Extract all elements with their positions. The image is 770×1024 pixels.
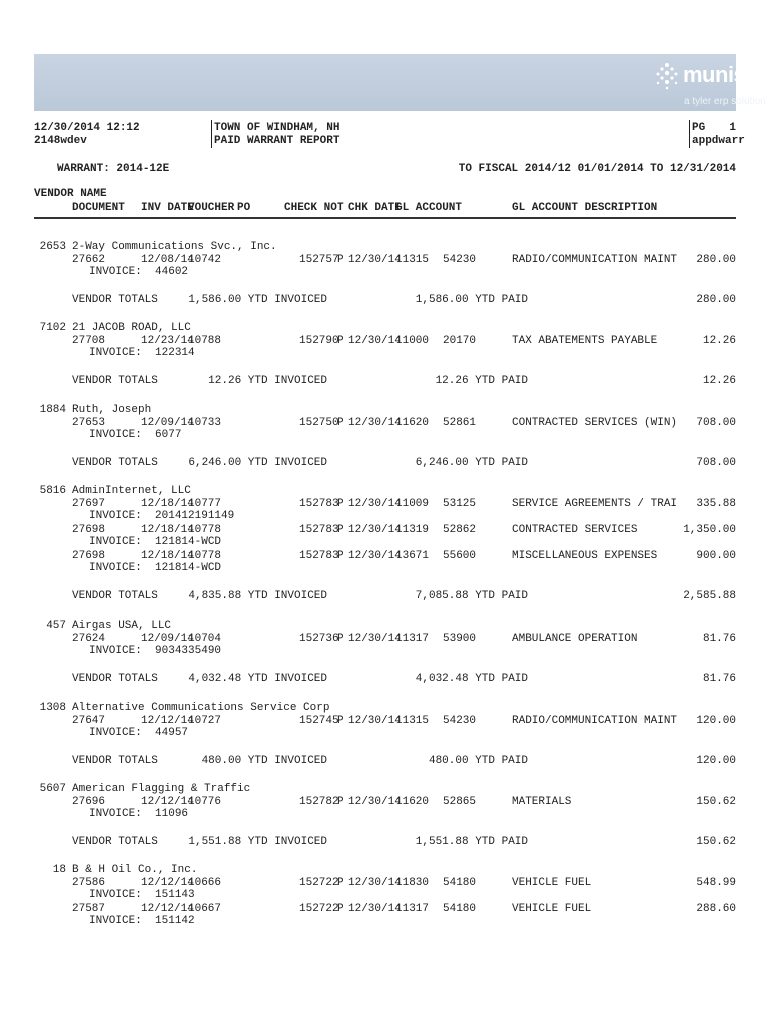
vendor-name: American Flagging & Traffic — [72, 783, 251, 795]
check-date: 12/30/14 — [348, 715, 401, 727]
ytd-paid: 6,246.00 YTD PAID — [415, 457, 528, 469]
invoice-number: INVOICE: 11096 — [89, 808, 189, 820]
document-number: 27624 — [72, 633, 106, 645]
vendor-totals-label: VENDOR TOTALS — [72, 755, 158, 767]
header-rule — [34, 217, 736, 219]
gl-description: CONTRACTED SERVICES (WIN) — [512, 417, 678, 429]
line-amount: 1,350.00 — [683, 524, 736, 536]
ytd-paid: 1,586.00 YTD PAID — [415, 294, 528, 306]
vendor-name: AdminInternet, LLC — [72, 485, 191, 497]
gl-object: 54180 — [443, 903, 477, 915]
voucher-number: 10776 — [188, 796, 222, 808]
gl-org: 11000 — [396, 335, 430, 347]
check-number: 152783 — [299, 498, 339, 510]
invoice-number: INVOICE: 122314 — [89, 347, 195, 359]
ytd-invoiced: 4,032.48 YTD INVOICED — [188, 673, 327, 685]
line-amount: 280.00 — [696, 254, 736, 266]
check-type: P — [337, 633, 344, 645]
ytd-paid: 1,551.88 YTD PAID — [415, 836, 528, 848]
gl-description: MATERIALS — [512, 796, 572, 808]
gl-object: 53900 — [443, 633, 477, 645]
voucher-number: 10742 — [188, 254, 222, 266]
vendor-totals-label: VENDOR TOTALS — [72, 294, 158, 306]
page-label: PG — [692, 122, 706, 134]
invoice-date: 12/12/14 — [141, 903, 194, 915]
gl-description: SERVICE AGREEMENTS / TRAI — [512, 498, 678, 510]
header-divider — [689, 120, 690, 148]
fiscal-range: TO FISCAL 2014/12 01/01/2014 TO 12/31/2014 — [458, 163, 736, 175]
voucher-number: 10777 — [188, 498, 222, 510]
gl-description: CONTRACTED SERVICES — [512, 524, 638, 536]
ytd-paid: 7,085.88 YTD PAID — [415, 590, 528, 602]
line-amount: 900.00 — [696, 550, 736, 562]
check-date: 12/30/14 — [348, 498, 401, 510]
voucher-number: 10667 — [188, 903, 222, 915]
invoice-number: INVOICE: 151143 — [89, 889, 195, 901]
check-type: P — [337, 254, 344, 266]
invoice-number: INVOICE: 201412191149 — [89, 510, 235, 522]
vendor-totals-label: VENDOR TOTALS — [72, 457, 158, 469]
voucher-number: 10778 — [188, 524, 222, 536]
check-number: 152722 — [299, 903, 339, 915]
brand-name: munis — [683, 62, 746, 87]
col-chk-date: CHK DATE — [348, 202, 401, 214]
document-number: 27708 — [72, 335, 106, 347]
gl-org: 11315 — [396, 715, 430, 727]
check-number: 152783 — [299, 550, 339, 562]
col-gl-desc: GL ACCOUNT DESCRIPTION — [512, 202, 658, 214]
voucher-number: 10727 — [188, 715, 222, 727]
vendor-id: 18 — [52, 864, 66, 876]
gl-object: 52861 — [443, 417, 477, 429]
ytd-paid: 12.26 YTD PAID — [435, 375, 528, 387]
vendor-id: 457 — [46, 620, 66, 632]
check-date: 12/30/14 — [348, 633, 401, 645]
gl-object: 54230 — [443, 254, 477, 266]
vendor-total: 708.00 — [696, 457, 736, 469]
org-name: TOWN OF WINDHAM, NH — [214, 122, 340, 134]
line-amount: 548.99 — [696, 877, 736, 889]
vendor-totals-label: VENDOR TOTALS — [72, 590, 158, 602]
gl-org: 11315 — [396, 254, 430, 266]
check-number: 152750 — [299, 417, 339, 429]
gl-description: RADIO/COMMUNICATION MAINT — [512, 715, 678, 727]
check-number: 152722 — [299, 877, 339, 889]
check-type: P — [337, 335, 344, 347]
vendor-id: 7102 — [39, 322, 66, 334]
check-type: P — [337, 550, 344, 562]
check-date: 12/30/14 — [348, 796, 401, 808]
document-number: 27653 — [72, 417, 106, 429]
gl-object: 52865 — [443, 796, 477, 808]
invoice-date: 12/12/14 — [141, 715, 194, 727]
vendor-name: Airgas USA, LLC — [72, 620, 172, 632]
vendor-name: B & H Oil Co., Inc. — [72, 864, 198, 876]
col-po: PO — [237, 202, 251, 214]
check-date: 12/30/14 — [348, 254, 401, 266]
check-type: P — [337, 877, 344, 889]
brand-tagline: a tyler erp solution — [684, 96, 766, 107]
ytd-paid: 480.00 YTD PAID — [428, 755, 528, 767]
check-number: 152783 — [299, 524, 339, 536]
vendor-total: 150.62 — [696, 836, 736, 848]
invoice-date: 12/12/14 — [141, 796, 194, 808]
voucher-number: 10788 — [188, 335, 222, 347]
document-number: 27697 — [72, 498, 106, 510]
gl-object: 54230 — [443, 715, 477, 727]
document-number: 27586 — [72, 877, 106, 889]
warrant-id: WARRANT: 2014-12E — [57, 163, 170, 175]
invoice-number: INVOICE: 44602 — [89, 266, 189, 278]
invoice-number: INVOICE: 121814-WCD — [89, 536, 222, 548]
vendor-id: 1308 — [39, 702, 66, 714]
check-number: 152736 — [299, 633, 339, 645]
gl-org: 11620 — [396, 796, 430, 808]
gl-description: TAX ABATEMENTS PAYABLE — [512, 335, 658, 347]
gl-description: VEHICLE FUEL — [512, 903, 592, 915]
page-number: 1 — [729, 122, 736, 134]
check-type: P — [337, 417, 344, 429]
check-type: P — [337, 903, 344, 915]
report-datetime: 12/30/2014 12:12 — [34, 122, 140, 134]
check-date: 12/30/14 — [348, 417, 401, 429]
gl-org: 11319 — [396, 524, 430, 536]
check-number: 152757 — [299, 254, 339, 266]
vendor-totals-label: VENDOR TOTALS — [72, 375, 158, 387]
check-number: 152782 — [299, 796, 339, 808]
document-number: 27698 — [72, 524, 106, 536]
report-title: PAID WARRANT REPORT — [214, 135, 340, 147]
check-date: 12/30/14 — [348, 550, 401, 562]
line-amount: 120.00 — [696, 715, 736, 727]
col-check-no: CHECK NO — [284, 202, 337, 214]
check-date: 12/30/14 — [348, 903, 401, 915]
gl-description: MISCELLANEOUS EXPENSES — [512, 550, 658, 562]
check-type: P — [337, 796, 344, 808]
col-vendor-name: VENDOR NAME — [34, 188, 107, 200]
check-number: 152790 — [299, 335, 339, 347]
col-inv-date: INV DATE — [141, 202, 194, 214]
gl-description: RADIO/COMMUNICATION MAINT — [512, 254, 678, 266]
ytd-invoiced: 480.00 YTD INVOICED — [201, 755, 327, 767]
vendor-totals-label: VENDOR TOTALS — [72, 673, 158, 685]
invoice-number: INVOICE: 121814-WCD — [89, 562, 222, 574]
vendor-totals-label: VENDOR TOTALS — [72, 836, 158, 848]
check-type: P — [337, 715, 344, 727]
invoice-date: 12/23/14 — [141, 335, 194, 347]
gl-org: 11830 — [396, 877, 430, 889]
gl-description: AMBULANCE OPERATION — [512, 633, 638, 645]
vendor-total: 2,585.88 — [683, 590, 736, 602]
invoice-number: INVOICE: 44957 — [89, 727, 189, 739]
vendor-total: 120.00 — [696, 755, 736, 767]
vendor-total: 12.26 — [702, 375, 736, 387]
gl-org: 13671 — [396, 550, 430, 562]
ytd-invoiced: 6,246.00 YTD INVOICED — [188, 457, 327, 469]
gl-org: 11317 — [396, 903, 430, 915]
header-banner — [34, 54, 736, 111]
vendor-id: 2653 — [39, 241, 66, 253]
gl-org: 11317 — [396, 633, 430, 645]
line-amount: 150.62 — [696, 796, 736, 808]
program-name: appdwarr — [692, 135, 745, 147]
voucher-number: 10778 — [188, 550, 222, 562]
check-type: P — [337, 498, 344, 510]
invoice-date: 12/12/14 — [141, 877, 194, 889]
gl-org: 11009 — [396, 498, 430, 510]
vendor-total: 280.00 — [696, 294, 736, 306]
voucher-number: 10666 — [188, 877, 222, 889]
vendor-id: 5607 — [39, 783, 66, 795]
document-number: 27587 — [72, 903, 106, 915]
report-user: 2148wdev — [34, 135, 87, 147]
check-number: 152745 — [299, 715, 339, 727]
gl-object: 55600 — [443, 550, 477, 562]
line-amount: 12.26 — [702, 335, 736, 347]
voucher-number: 10733 — [188, 417, 222, 429]
invoice-number: INVOICE: 6077 — [89, 429, 182, 441]
col-document: DOCUMENT — [72, 202, 125, 214]
vendor-name: Ruth, Joseph — [72, 404, 152, 416]
invoice-date: 12/09/14 — [141, 633, 194, 645]
header-divider — [211, 120, 212, 148]
line-amount: 288.60 — [696, 903, 736, 915]
vendor-name: 21 JACOB ROAD, LLC — [72, 322, 191, 334]
col-t: T — [337, 202, 344, 214]
gl-description: VEHICLE FUEL — [512, 877, 592, 889]
ytd-invoiced: 12.26 YTD INVOICED — [208, 375, 327, 387]
ytd-invoiced: 4,835.88 YTD INVOICED — [188, 590, 327, 602]
invoice-number: INVOICE: 151142 — [89, 915, 195, 927]
line-amount: 81.76 — [702, 633, 736, 645]
check-date: 12/30/14 — [348, 877, 401, 889]
check-type: P — [337, 524, 344, 536]
vendor-id: 5816 — [39, 485, 66, 497]
ytd-invoiced: 1,551.88 YTD INVOICED — [188, 836, 327, 848]
vendor-name: 2-Way Communications Svc., Inc. — [72, 241, 277, 253]
invoice-number: INVOICE: 9034335490 — [89, 645, 222, 657]
vendor-total: 81.76 — [702, 673, 736, 685]
munis-logo-icon — [654, 62, 680, 90]
col-voucher: VOUCHER — [188, 202, 235, 214]
voucher-number: 10704 — [188, 633, 222, 645]
check-date: 12/30/14 — [348, 524, 401, 536]
ytd-invoiced: 1,586.00 YTD INVOICED — [188, 294, 327, 306]
gl-object: 52862 — [443, 524, 477, 536]
line-amount: 708.00 — [696, 417, 736, 429]
check-date: 12/30/14 — [348, 335, 401, 347]
invoice-date: 12/18/14 — [141, 498, 194, 510]
document-number: 27698 — [72, 550, 106, 562]
invoice-date: 12/09/14 — [141, 417, 194, 429]
gl-object: 53125 — [443, 498, 477, 510]
gl-object: 20170 — [443, 335, 477, 347]
document-number: 27662 — [72, 254, 106, 266]
vendor-name: Alternative Communications Service Corp — [72, 702, 330, 714]
document-number: 27696 — [72, 796, 106, 808]
gl-object: 54180 — [443, 877, 477, 889]
invoice-date: 12/08/14 — [141, 254, 194, 266]
line-amount: 335.88 — [696, 498, 736, 510]
vendor-id: 1884 — [39, 404, 66, 416]
invoice-date: 12/18/14 — [141, 524, 194, 536]
document-number: 27647 — [72, 715, 106, 727]
invoice-date: 12/18/14 — [141, 550, 194, 562]
ytd-paid: 4,032.48 YTD PAID — [415, 673, 528, 685]
gl-org: 11620 — [396, 417, 430, 429]
col-gl-account: GL ACCOUNT — [396, 202, 463, 214]
